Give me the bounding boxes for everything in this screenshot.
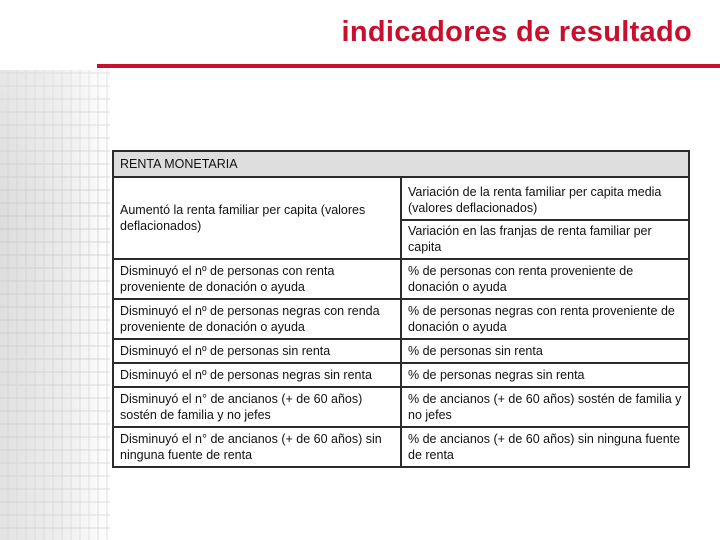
result-cell: Disminuyó el nº de personas con renta proveniente de donación o ayuda	[113, 259, 401, 299]
result-cell: Disminuyó el n° de ancianos (+ de 60 años) sostén de familia y no jefes	[113, 387, 401, 427]
table-row	[113, 259, 689, 299]
indicator-cell: % de personas negras con renta proveniente de donación o ayuda	[401, 299, 689, 339]
indicators-table	[112, 150, 690, 468]
table-row	[113, 363, 689, 387]
table-row	[113, 339, 689, 363]
result-cell: Disminuyó el nº de personas negras con renda proveniente de donación o ayuda	[113, 299, 401, 339]
indicator-cell: % de ancianos (+ de 60 años) sostén de familia y no jefes	[401, 387, 689, 427]
indicator-cell: % de personas sin renta	[401, 339, 689, 363]
indicator-cell: % de personas con renta proveniente de donación o ayuda	[401, 259, 689, 299]
indicator-cell: % de personas negras sin renta	[401, 363, 689, 387]
table-row	[113, 177, 689, 220]
slide-title: indicadores de resultado	[341, 16, 692, 48]
background-photo	[0, 70, 110, 540]
title-underline	[97, 64, 720, 68]
indicator-cell: Variación de la renta familiar per capita media (valores deflacionados)	[401, 177, 689, 220]
result-cell: Aumentó la renta familiar per capita (valores deflacionados)	[113, 177, 401, 259]
table-header-row	[113, 151, 689, 177]
table-row	[113, 299, 689, 339]
indicator-cell: % de ancianos (+ de 60 años) sin ninguna fuente de renta	[401, 427, 689, 467]
table-row	[113, 387, 689, 427]
result-cell: Disminuyó el nº de personas sin renta	[113, 339, 401, 363]
indicator-cell: Variación en las franjas de renta familiar per capita	[401, 220, 689, 259]
result-cell: Disminuyó el n° de ancianos (+ de 60 años) sin ninguna fuente de renta	[113, 427, 401, 467]
result-cell: Disminuyó el nº de personas negras sin renta	[113, 363, 401, 387]
table-header: RENTA MONETARIA	[113, 151, 689, 177]
table-row	[113, 427, 689, 467]
